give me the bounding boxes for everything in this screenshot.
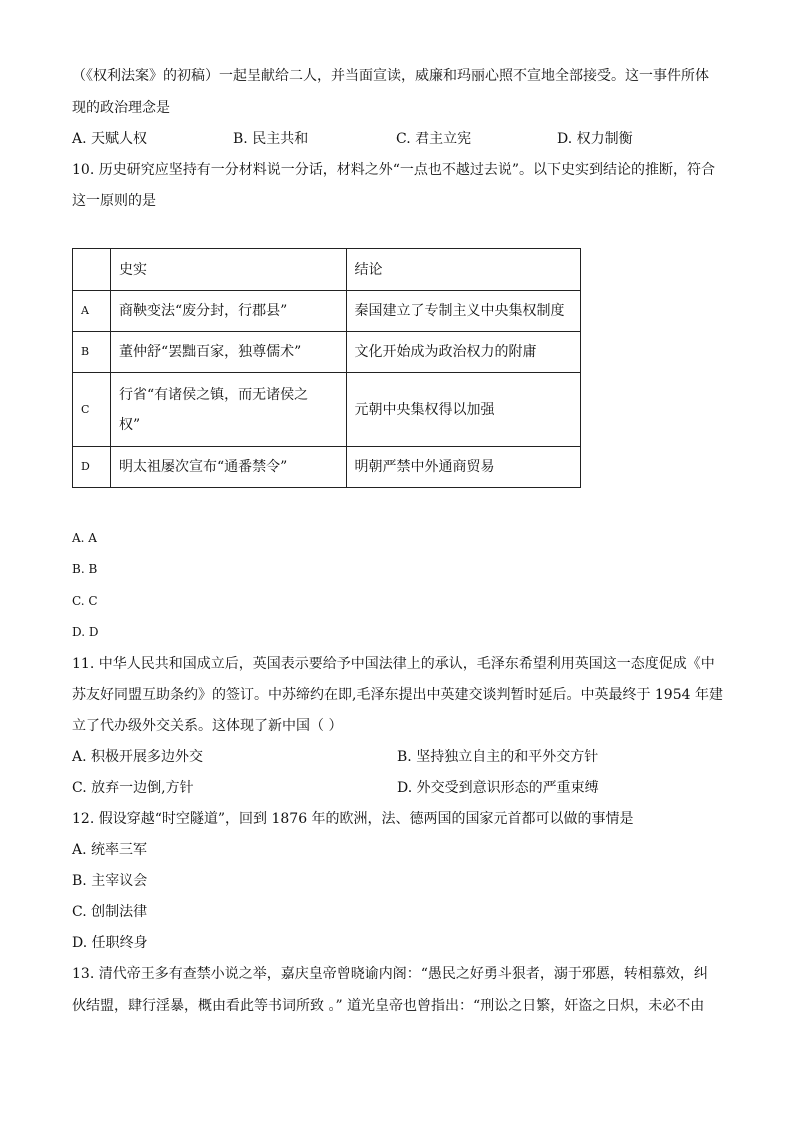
q10-answer-d[interactable]: D. D xyxy=(72,625,99,639)
q10-answer-a[interactable]: A. A xyxy=(72,531,97,545)
q9-stem-line1: （《权利法案》的初稿）一起呈献给二人，并当面宣读，威廉和玛丽心照不宣地全部接受。这一事件所体 xyxy=(72,68,709,84)
q9-option-d[interactable]: D. 权力制衡 xyxy=(557,131,633,147)
q9-stem-line2: 现的政治理念是 xyxy=(72,100,170,116)
row-conclusion: 元朝中央集权得以加强 xyxy=(346,373,581,447)
q11-option-c[interactable]: C. 放弃一边倒,方针 xyxy=(72,780,194,796)
table-header-key xyxy=(73,249,111,291)
q11-stem-line2: 苏友好同盟互助条约》的签订。中苏缔约在即,毛泽东提出中英建交谈判暂时延后。中英最终于 1954 年建 xyxy=(72,687,723,703)
q9-option-c[interactable]: C. 君主立宪 xyxy=(396,131,472,147)
table-row xyxy=(73,373,581,447)
q11-option-b[interactable]: B. 坚持独立自主的和平外交方针 xyxy=(397,749,599,765)
row-fact xyxy=(110,373,346,447)
q10-fact-table xyxy=(72,248,581,488)
q12-option-d[interactable]: D. 任职终身 xyxy=(72,935,148,951)
table-header-conclusion: 结论 xyxy=(346,249,581,291)
row-fact-line1: 行省“有诸侯之镇，而无诸侯之 xyxy=(118,386,309,403)
q11-stem-line1: 11. 中华人民共和国成立后，英国表示要给予中国法律上的承认，毛泽东希望利用英国这一态度促成《中 xyxy=(72,656,715,672)
row-fact: 商鞅变法“废分封，行郡县” xyxy=(110,291,346,332)
row-key: D xyxy=(73,447,111,488)
q11-option-a[interactable]: A. 积极开展多边外交 xyxy=(72,749,204,765)
row-fact: 董仲舒“罢黜百家，独尊儒术” xyxy=(110,332,346,373)
q11-option-d[interactable]: D. 外交受到意识形态的严重束缚 xyxy=(397,780,599,796)
table-row xyxy=(73,447,581,488)
q10-stem-line2: 这一原则的是 xyxy=(72,193,156,209)
q12-option-b[interactable]: B. 主宰议会 xyxy=(72,873,148,889)
table-header-fact: 史实 xyxy=(110,249,346,291)
row-key: C xyxy=(73,373,111,447)
row-fact-line2: 权” xyxy=(118,416,141,433)
q10-answer-c[interactable]: C. C xyxy=(72,594,98,608)
q13-stem-line1: 13. 清代帝王多有查禁小说之举，嘉庆皇帝曾晓谕内阁：“愚民之好勇斗狠者，溺于邪慝，转相慕效，纠 xyxy=(72,966,708,982)
q10-answer-b[interactable]: B. B xyxy=(72,562,98,576)
q10-stem-line1: 10. 历史研究应坚持有一分材料说一分话，材料之外“一点也不越过去说”。以下史实到结论的推断，符合 xyxy=(72,162,716,178)
q12-option-c[interactable]: C. 创制法律 xyxy=(72,904,148,920)
row-key: A xyxy=(73,291,111,332)
table-row xyxy=(73,291,581,332)
row-conclusion: 文化开始成为政治权力的附庸 xyxy=(346,332,581,373)
row-conclusion: 明朝严禁中外通商贸易 xyxy=(346,447,581,488)
table-header-row xyxy=(73,249,581,291)
q9-option-a[interactable]: A. 天赋人权 xyxy=(72,131,148,147)
q11-stem-line3: 立了代办级外交关系。这体现了新中国（ ） xyxy=(72,718,343,734)
row-key: B xyxy=(73,332,111,373)
row-fact: 明太祖屡次宣布“通番禁令” xyxy=(110,447,346,488)
q12-stem-line1: 12. 假设穿越“时空隧道”，回到 1876 年的欧洲，法、德两国的国家元首都可以做的事情是 xyxy=(72,811,634,827)
table-row xyxy=(73,332,581,373)
q12-option-a[interactable]: A. 统率三军 xyxy=(72,842,148,858)
q13-stem-line2: 伙结盟，肆行淫暴，概由看此等书词所致 。” 道光皇帝也曾指出：“刑讼之日繁，奸盗之日炽，未必不由 xyxy=(72,998,705,1014)
q9-option-b[interactable]: B. 民主共和 xyxy=(233,131,309,147)
row-conclusion: 秦国建立了专制主义中央集权制度 xyxy=(346,291,581,332)
